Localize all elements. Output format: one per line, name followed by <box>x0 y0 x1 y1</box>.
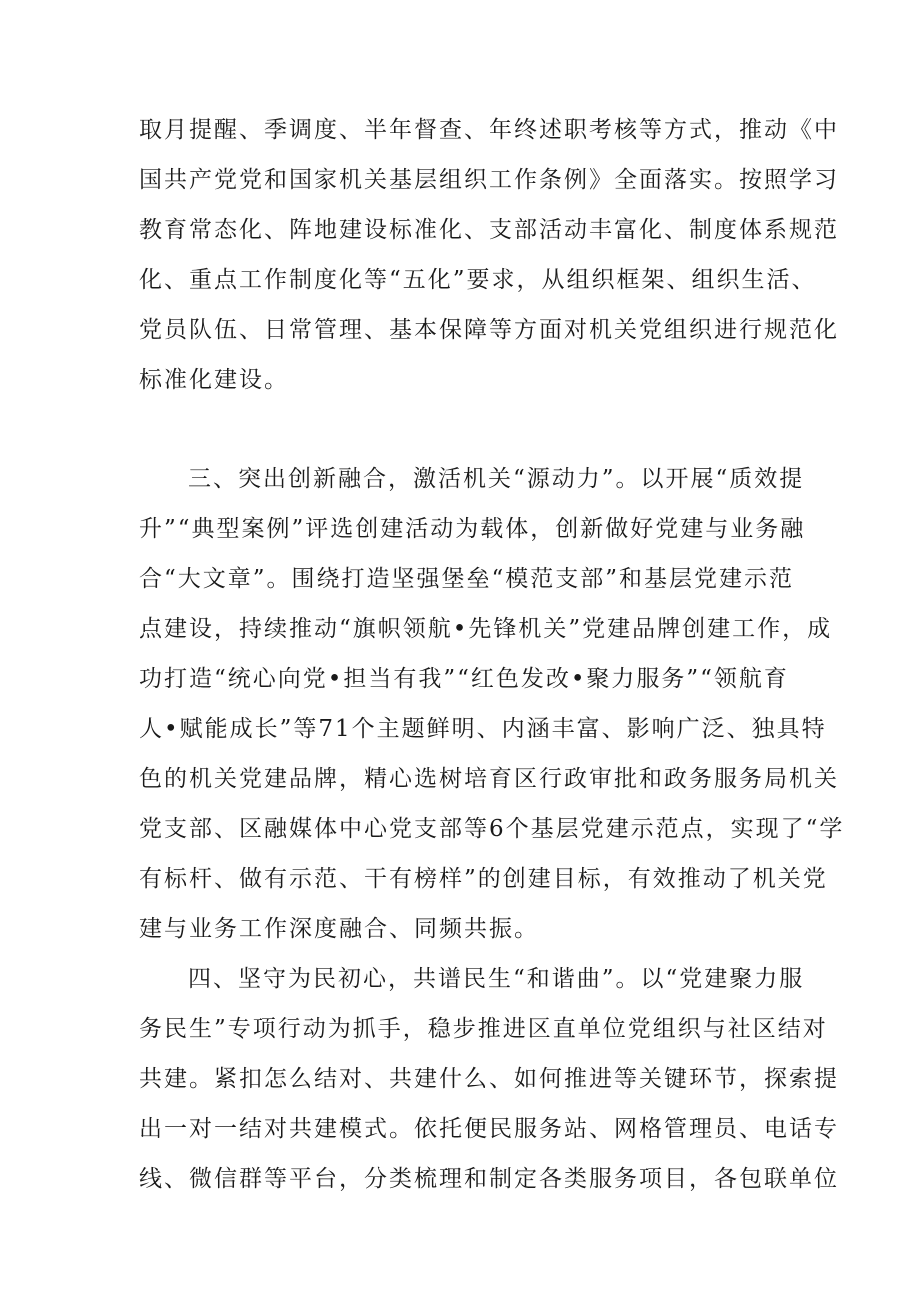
text-line-5: 党员队伍、日常管理、基本保障等方面对机关党组织进行规范化 <box>139 317 839 343</box>
text-line-13: 色的机关党建品牌，精心选树培育区行政审批和政务服务局机关 <box>139 766 839 792</box>
text-line-18: 务民生”专项行动为抓手，稳步推进区直单位党组织与社区结对 <box>139 1016 828 1042</box>
text-line-12: 人•赋能成长”等71个主题鲜明、内涵丰富、影响广泛、独具特 <box>139 716 827 742</box>
text-line-14: 党支部、区融媒体中心党支部等6个基层党建示范点，实现了“学 <box>139 816 845 842</box>
text-line-16: 建与业务工作深度融合、同频共振。 <box>139 916 539 942</box>
text-line-4: 化、重点工作制度化等“五化”要求，从组织框架、组织生活、 <box>139 267 817 293</box>
text-line-9: 合“大文章”。围绕打造坚强堡垒“模范支部”和基层党建示范 <box>139 566 795 592</box>
text-line-3: 教育常态化、阵地建设标准化、支部活动丰富化、制度体系规范 <box>139 217 839 243</box>
text-line-19: 共建。紧扣怎么结对、共建什么、如何推进等关键环节，探索提 <box>139 1066 839 1092</box>
text-line-6: 标准化建设。 <box>139 367 289 393</box>
text-line-15: 有标杆、做有示范、干有榜样”的创建目标，有效推动了机关党 <box>139 866 828 892</box>
text-line-8: 升”“典型案例”评选创建活动为载体，创新做好党建与业务融 <box>139 516 806 542</box>
text-line-2: 国共产党党和国家机关基层组织工作条例》全面落实。按照学习 <box>139 167 839 193</box>
text-line-20: 出一对一结对共建模式。依托便民服务站、网格管理员、电话专 <box>139 1116 839 1142</box>
text-line-21: 线、微信群等平台，分类梳理和制定各类服务项目，各包联单位 <box>139 1166 839 1192</box>
text-line-10: 点建设，持续推动“旗帜领航•先锋机关”党建品牌创建工作，成 <box>139 616 833 642</box>
text-line-17: 四、坚守为民初心，共谱民生“和谐曲”。以“党建聚力服 <box>188 966 805 992</box>
text-line-1: 取月提醒、季调度、半年督查、年终述职考核等方式，推动《中 <box>139 117 839 143</box>
text-line-11: 功打造“统心向党•担当有我”“红色发改•聚力服务”“领航育 <box>139 666 789 692</box>
text-line-7: 三、突出创新融合，激活机关“源动力”。以开展“质效提 <box>188 466 805 492</box>
